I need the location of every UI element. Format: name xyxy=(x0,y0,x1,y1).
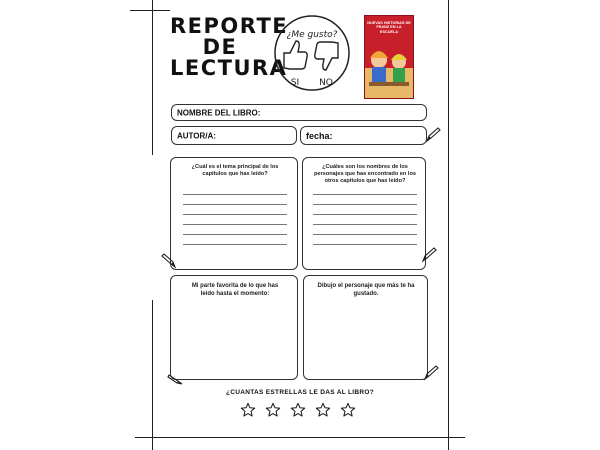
pencil-icon xyxy=(166,372,184,390)
star-icon[interactable] xyxy=(315,402,331,418)
favorite-part-box[interactable] xyxy=(170,275,298,380)
answer-line xyxy=(183,204,287,205)
frame-line-right xyxy=(448,0,449,450)
author-label: AUTOR/A: xyxy=(177,131,216,140)
question-box-theme[interactable] xyxy=(170,157,298,270)
frame-line-left-top-h xyxy=(130,10,170,11)
answer-line xyxy=(183,214,287,215)
thumbs-up-icon xyxy=(284,41,307,69)
frame-line-bottom-h xyxy=(135,437,465,438)
pencil-icon xyxy=(422,364,440,382)
answer-line xyxy=(313,194,417,195)
star-icon[interactable] xyxy=(340,402,356,418)
book-cover xyxy=(364,15,414,99)
frame-line-left-bottom xyxy=(152,300,153,450)
answer-line xyxy=(313,224,417,225)
rating-question: ¿CUANTAS ESTRELLAS LE DAS AL LIBRO? xyxy=(226,389,374,396)
pencil-icon xyxy=(160,252,178,270)
answer-line xyxy=(313,204,417,205)
answer-line xyxy=(183,244,287,245)
book-cover-title: NUEVAS HISTORIAS DE FRANZ EN LA ESCUELA xyxy=(367,21,411,34)
stamp-yes: SI xyxy=(290,78,300,88)
star-rating[interactable] xyxy=(240,402,356,418)
book-name-field[interactable] xyxy=(171,104,427,121)
title-line-3: LECTURA xyxy=(170,56,288,80)
frame-line-left-top xyxy=(152,0,153,155)
star-icon[interactable] xyxy=(265,402,281,418)
title-line-1: REPORTE xyxy=(170,14,289,38)
stamp-question: ¿Me gusto? xyxy=(286,30,338,40)
author-field[interactable] xyxy=(171,126,297,145)
thumbs-down-icon xyxy=(315,42,338,70)
book-name-label: NOMBRE DEL LIBRO: xyxy=(177,108,261,117)
drawing-text: Dibujo el personaje que más te ha gustado. xyxy=(317,283,415,297)
answer-line xyxy=(313,234,417,235)
question-theme-text: ¿Cuál es el tema principal de los capítulos que has leído? xyxy=(191,164,279,178)
pencil-icon xyxy=(420,246,438,264)
answer-line xyxy=(183,224,287,225)
question-box-characters[interactable] xyxy=(302,157,426,270)
drawing-box[interactable] xyxy=(303,275,428,380)
like-stamp xyxy=(272,13,352,93)
answer-line xyxy=(313,244,417,245)
stamp-no: NO xyxy=(319,78,333,88)
favorite-part-text: Mi parte favorita de lo que has leído hasta el momento: xyxy=(191,283,279,297)
question-characters-text: ¿Cuáles son los nombres de los personajes que has encontrado en los otros capítulos que has leído? xyxy=(314,164,416,185)
date-field[interactable] xyxy=(300,126,427,145)
answer-line xyxy=(183,194,287,195)
title-line-2: DE xyxy=(202,35,238,59)
answer-line xyxy=(313,214,417,215)
star-icon[interactable] xyxy=(240,402,256,418)
pencil-icon xyxy=(424,126,442,144)
answer-line xyxy=(183,234,287,235)
book-cover-illustration xyxy=(365,38,413,98)
date-label: fecha: xyxy=(306,130,333,141)
star-icon[interactable] xyxy=(290,402,306,418)
